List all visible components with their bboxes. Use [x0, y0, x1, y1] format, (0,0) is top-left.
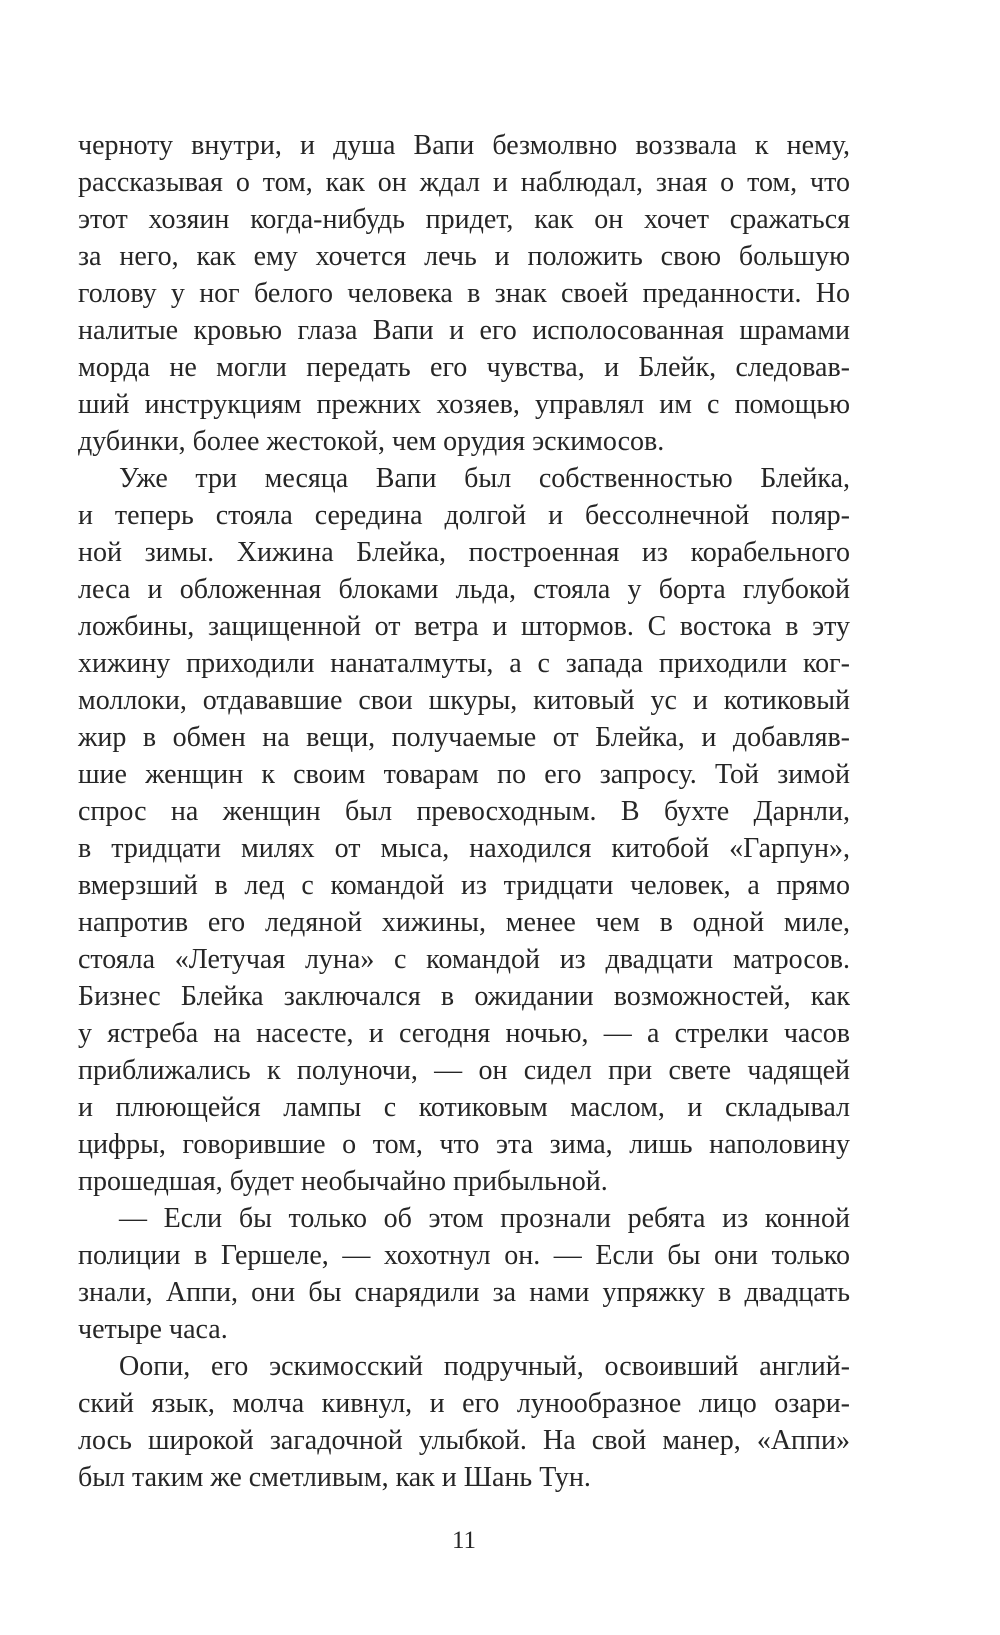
text-line: был таким же сметливым, как и Шань Тун.: [78, 1462, 591, 1493]
text-line: полиции в Гершеле, — хохотнул он. — Если бы они только: [78, 1240, 850, 1271]
text-line: Оопи, его эскимосский подручный, освоивший англий-: [119, 1351, 850, 1382]
text-line: и плюющейся лампы с котиковым маслом, и складывал: [78, 1092, 850, 1123]
text-line: знали, Аппи, они бы снарядили за нами упряжку в двадцать: [78, 1277, 850, 1308]
text-line: в тридцати милях от мыса, находился китобой «Гарпун»,: [78, 833, 850, 864]
text-line: прошедшая, будет необычайно прибыльной.: [78, 1166, 608, 1197]
text-line: — Если бы только об этом прознали ребята из конной: [119, 1203, 850, 1234]
text-line: спрос на женщин был превосходным. В бухте Дарнли,: [78, 796, 850, 827]
text-line: приближались к полуночи, — он сидел при свете чадящей: [78, 1055, 850, 1086]
text-line: моллоки, отдававшие свои шкуры, китовый ус и котиковый: [78, 685, 850, 716]
text-line: стояла «Летучая луна» с командой из двадцати матросов.: [78, 944, 850, 975]
text-line: вмерзший в лед с командой из тридцати человек, а прямо: [78, 870, 850, 901]
text-line: этот хозяин когда-нибудь придет, как он хочет сражаться: [78, 204, 850, 235]
text-line: напротив его ледяной хижины, менее чем в одной миле,: [78, 907, 850, 938]
text-line: Уже три месяца Вапи был собственностью Блейка,: [119, 463, 850, 494]
text-line: лось широкой загадочной улыбкой. На свой манер, «Аппи»: [78, 1425, 850, 1456]
text-line: ский язык, молча кивнул, и его лунообразное лицо озари-: [78, 1388, 850, 1419]
text-line: четыре часа.: [78, 1314, 228, 1345]
text-line: леса и обложенная блоками льда, стояла у борта глубокой: [78, 574, 850, 605]
text-line: рассказывая о том, как он ждал и наблюдал, зная о том, что: [78, 167, 850, 198]
text-line: налитые кровью глаза Вапи и его исполосованная шрамами: [78, 315, 850, 346]
text-line: Бизнес Блейка заключался в ожидании возможностей, как: [78, 981, 850, 1012]
text-line: дубинки, более жестокой, чем орудия эскимосов.: [78, 426, 665, 457]
text-line: шие женщин к своим товарам по его запросу. Той зимой: [78, 759, 850, 790]
text-line: ложбины, защищенной от ветра и штормов. С востока в эту: [78, 611, 850, 642]
text-line: у ястреба на насесте, и сегодня ночью, — а стрелки часов: [78, 1018, 850, 1049]
text-line: морда не могли передать его чувства, и Блейк, следовав-: [78, 352, 850, 383]
text-block: [78, 127, 850, 1496]
text-line: ший инструкциям прежних хозяев, управлял им с помощью: [78, 389, 850, 420]
paragraph: [78, 1348, 850, 1496]
paragraph: [78, 127, 850, 460]
text-line: хижину приходили нанаталмуты, а с запада приходили ког-: [78, 648, 850, 679]
text-line: и теперь стояла середина долгой и бессолнечной поляр-: [78, 500, 850, 531]
paragraph: [78, 1200, 850, 1348]
text-line: цифры, говорившие о том, что эта зима, лишь наполовину: [78, 1129, 850, 1160]
page-number: 11: [451, 1527, 477, 1554]
text-line: ной зимы. Хижина Блейка, построенная из корабельного: [78, 537, 850, 568]
text-line: черноту внутри, и душа Вапи безмолвно воззвала к нему,: [78, 130, 850, 161]
paragraph: [78, 460, 850, 1200]
text-line: жир в обмен на вещи, получаемые от Блейка, и добавляв-: [78, 722, 850, 753]
text-line: за него, как ему хочется лечь и положить свою большую: [78, 241, 850, 272]
text-line: голову у ног белого человека в знак своей преданности. Но: [78, 278, 850, 309]
